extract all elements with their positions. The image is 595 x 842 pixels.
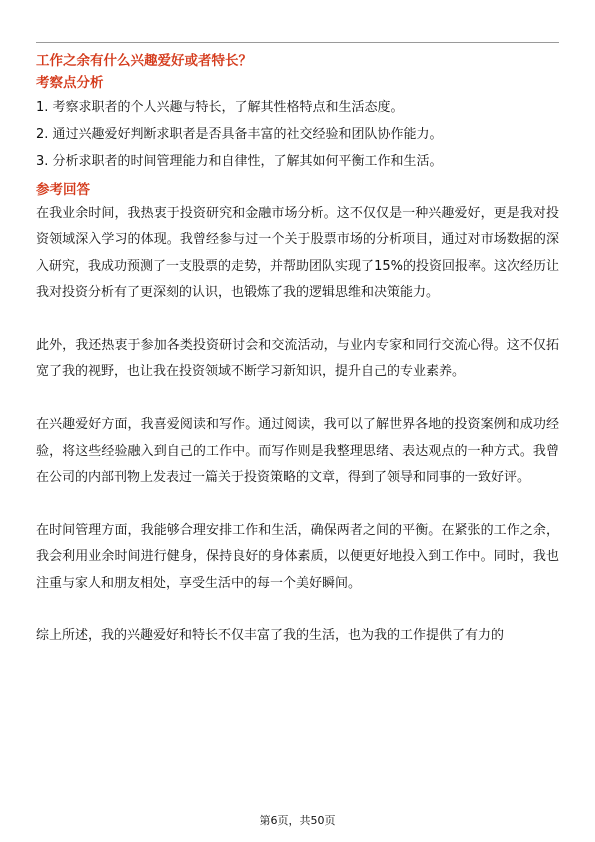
page-number: 第6页，共50页 <box>259 814 336 827</box>
header-rule <box>36 42 559 43</box>
answer-paragraph: 在我业余时间，我热衷于投资研究和金融市场分析。这不仅仅是一种兴趣爱好，更是我对投资领域深入学习的体现。我曾经参与过一个关于股票市场的分析项目，通过对市场数据的深入研究，我成功预测了一支股票的走势，并帮助团队实现了15%的投资回报率。这次经历让我对投资分析有了更深刻的认识，也锻炼了我的逻辑思维和决策能力。 <box>36 206 559 301</box>
analysis-points <box>36 94 559 175</box>
analysis-point: 3. 分析求职者的时间管理能力和自律性，了解其如何平衡工作和生活。 <box>36 154 443 169</box>
analysis-heading: 考察点分析 <box>36 75 104 91</box>
analysis-point: 1. 考察求职者的个人兴趣与特长，了解其性格特点和生活态度。 <box>36 100 404 115</box>
answer-paragraph: 综上所述，我的兴趣爱好和特长不仅丰富了我的生活，也为我的工作提供了有力的 <box>36 628 505 644</box>
answer-paragraph: 在兴趣爱好方面，我喜爱阅读和写作。通过阅读，我可以了解世界各地的投资案例和成功经验，将这些经验融入到自己的工作中。而写作则是我整理思绪、表达观点的一种方式。我曾在公司的内部刊物上发表过一篇关于投资策略的文章，得到了领导和同事的一致好评。 <box>36 417 559 486</box>
document-body <box>36 50 559 650</box>
answer-paragraph: 在时间管理方面，我能够合理安排工作和生活，确保两者之间的平衡。在紧张的工作之余，我会利用业余时间进行健身，保持良好的身体素质，以便更好地投入到工作中。同时，我也注重与家人和朋友相处，享受生活中的每一个美好瞬间。 <box>36 522 559 591</box>
analysis-point: 2. 通过兴趣爱好判断求职者是否具备丰富的社交经验和团队协作能力。 <box>36 127 443 142</box>
answer-paragraph: 此外，我还热衷于参加各类投资研讨会和交流活动，与业内专家和同行交流心得。这不仅拓宽了我的视野，也让我在投资领域不断学习新知识，提升自己的专业素养。 <box>36 338 559 380</box>
question-title: 工作之余有什么兴趣爱好或者特长？ <box>36 53 252 69</box>
answer-heading: 参考回答 <box>36 182 90 198</box>
